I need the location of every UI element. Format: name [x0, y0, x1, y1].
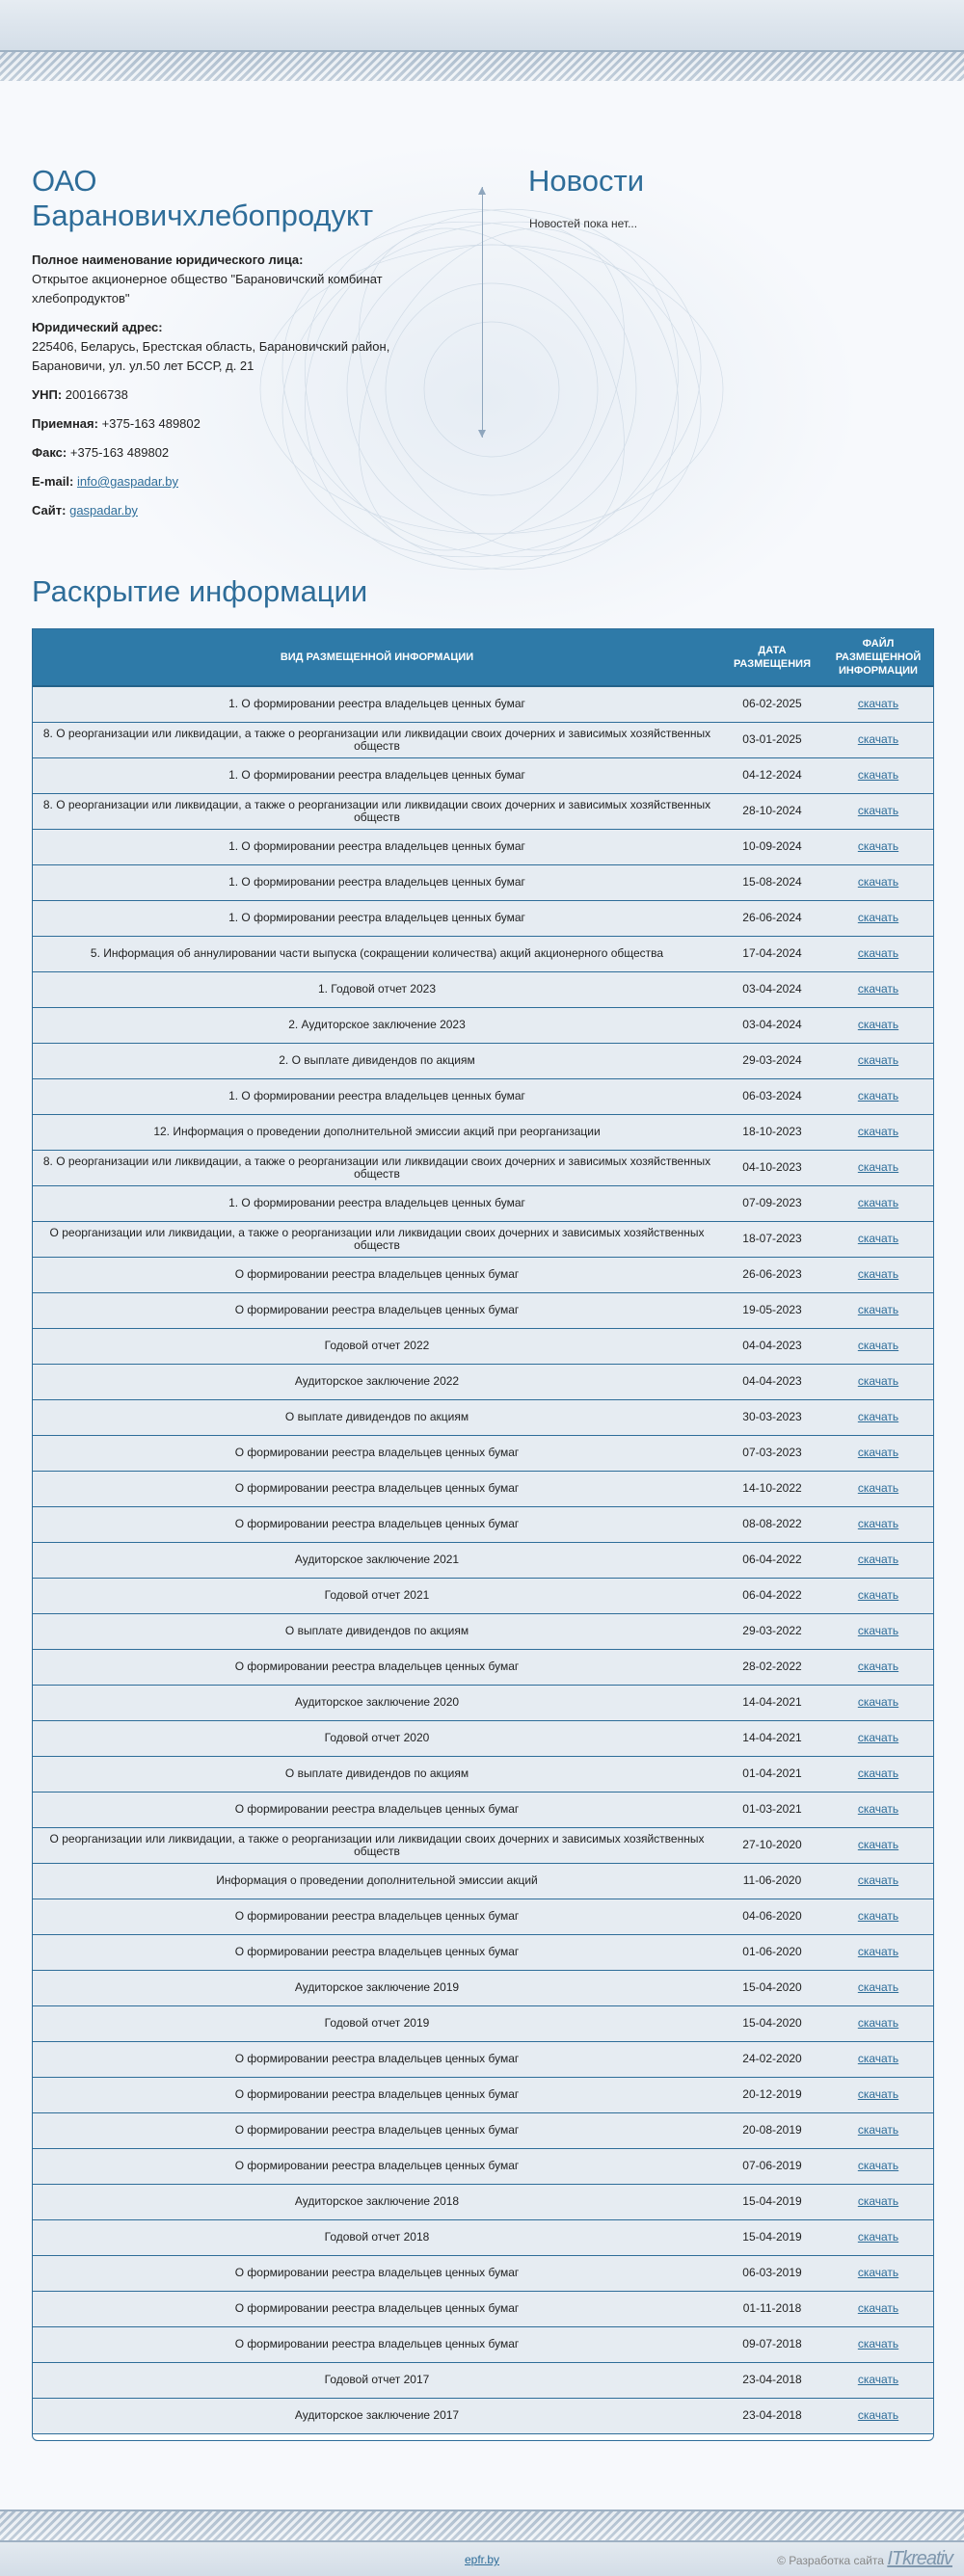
table-row: [33, 1792, 933, 1827]
download-link[interactable]: скачать: [857, 1588, 899, 1602]
date-cell: 26-06-2023: [721, 1257, 823, 1292]
download-link[interactable]: скачать: [857, 1909, 899, 1923]
file-cell: [823, 2041, 933, 2077]
table-row: [33, 686, 933, 722]
table-row: [33, 2291, 933, 2326]
download-link[interactable]: скачать: [857, 1802, 899, 1816]
info-type-cell: Аудиторское заключение 2021: [33, 1542, 721, 1578]
download-link[interactable]: скачать: [857, 1695, 899, 1709]
org-fax-value: +375-163 489802: [69, 445, 170, 460]
info-type-cell: Аудиторское заключение 2018: [33, 2184, 721, 2219]
org-email-label: E-mail:: [32, 474, 74, 489]
date-cell: 07-06-2019: [721, 2148, 823, 2184]
info-type-cell: О формировании реестра владельцев ценных бумаг: [33, 2326, 721, 2362]
disclosure-table: [33, 629, 933, 2434]
file-cell: [823, 1649, 933, 1685]
info-type-cell: Аудиторское заключение 2019: [33, 1970, 721, 2005]
table-row: [33, 2041, 933, 2077]
info-type-cell: 1. О формировании реестра владельцев ценных бумаг: [33, 900, 721, 936]
developer-logo-link[interactable]: ITkreativ: [887, 2548, 952, 2569]
file-cell: [823, 1685, 933, 1720]
date-cell: 18-07-2023: [721, 1221, 823, 1257]
file-cell: [823, 1578, 933, 1613]
download-link[interactable]: скачать: [857, 2230, 899, 2244]
file-cell: [823, 1506, 933, 1542]
file-cell: [823, 1934, 933, 1970]
table-row: [33, 864, 933, 900]
table-row: [33, 1542, 933, 1578]
date-cell: 15-08-2024: [721, 864, 823, 900]
download-link[interactable]: скачать: [857, 911, 899, 924]
org-reception: [32, 414, 446, 434]
table-row: [33, 2398, 933, 2433]
download-link[interactable]: скачать: [857, 1374, 899, 1388]
file-cell: [823, 722, 933, 757]
org-unp-value: 200166738: [65, 387, 128, 402]
info-type-cell: О формировании реестра владельцев ценных бумаг: [33, 1435, 721, 1471]
download-link[interactable]: скачать: [857, 1267, 899, 1281]
date-cell: 23-04-2018: [721, 2362, 823, 2398]
info-type-cell: Годовой отчет 2021: [33, 1578, 721, 1613]
download-link[interactable]: скачать: [857, 1089, 899, 1102]
table-body: [33, 686, 933, 2433]
download-link[interactable]: скачать: [857, 2016, 899, 2030]
table-row: [33, 2362, 933, 2398]
info-type-cell: О формировании реестра владельцев ценных бумаг: [33, 2255, 721, 2291]
info-type-cell: О формировании реестра владельцев ценных бумаг: [33, 1649, 721, 1685]
table-row: [33, 1720, 933, 1756]
table-row: [33, 1328, 933, 1364]
table-header-row: [33, 629, 933, 686]
download-link[interactable]: скачать: [857, 2301, 899, 2315]
info-type-cell: О выплате дивидендов по акциям: [33, 1756, 721, 1792]
file-cell: [823, 1150, 933, 1185]
date-cell: 06-04-2022: [721, 1578, 823, 1613]
date-cell: 15-04-2020: [721, 1970, 823, 2005]
header-file: ФАЙЛ РАЗМЕЩЕННОЙ ИНФОРМАЦИИ: [823, 629, 933, 686]
date-cell: 10-09-2024: [721, 829, 823, 864]
file-cell: [823, 1720, 933, 1756]
info-type-cell: О выплате дивидендов по акциям: [33, 1613, 721, 1649]
info-type-cell: 2. Аудиторское заключение 2023: [33, 1007, 721, 1043]
table-row: [33, 722, 933, 757]
file-cell: [823, 2291, 933, 2326]
info-type-cell: 1. О формировании реестра владельцев ценных бумаг: [33, 1185, 721, 1221]
org-address-value: 225406, Беларусь, Брестская область, Барановичский район, Барановичи, ул. ул.50 лет БССР, д. 21: [32, 339, 390, 373]
download-link[interactable]: скачать: [857, 2373, 899, 2386]
file-cell: [823, 1114, 933, 1150]
org-email: [32, 472, 446, 491]
info-type-cell: О формировании реестра владельцев ценных бумаг: [33, 1506, 721, 1542]
org-site: [32, 501, 446, 520]
table-row: [33, 1970, 933, 2005]
info-type-cell: О формировании реестра владельцев ценных бумаг: [33, 1899, 721, 1934]
file-cell: [823, 1613, 933, 1649]
download-link[interactable]: скачать: [857, 2194, 899, 2208]
table-row: [33, 1435, 933, 1471]
file-cell: [823, 1043, 933, 1078]
org-unp: [32, 385, 446, 405]
download-link[interactable]: скачать: [857, 2266, 899, 2279]
info-type-cell: Аудиторское заключение 2022: [33, 1364, 721, 1399]
org-fax-label: Факс:: [32, 445, 67, 460]
table-row: [33, 793, 933, 829]
org-reception-label: Приемная:: [32, 416, 98, 431]
date-cell: 03-01-2025: [721, 722, 823, 757]
download-link[interactable]: скачать: [857, 2337, 899, 2350]
date-cell: 30-03-2023: [721, 1399, 823, 1435]
download-link[interactable]: скачать: [857, 1553, 899, 1566]
date-cell: 06-02-2025: [721, 686, 823, 722]
file-cell: [823, 1328, 933, 1364]
org-fullname-value: Открытое акционерное общество "Барановичский комбинат хлебопродуктов": [32, 272, 383, 305]
download-link[interactable]: скачать: [857, 1303, 899, 1316]
date-cell: 04-04-2023: [721, 1364, 823, 1399]
header-info-type: ВИД РАЗМЕЩЕННОЙ ИНФОРМАЦИИ: [33, 629, 721, 686]
table-row: [33, 2219, 933, 2255]
table-row: [33, 1827, 933, 1863]
file-cell: [823, 864, 933, 900]
table-row: [33, 1756, 933, 1792]
table-row: [33, 829, 933, 864]
table-row: [33, 1934, 933, 1970]
org-unp-label: УНП:: [32, 387, 63, 402]
arrow-down-icon: [478, 430, 486, 438]
info-type-cell: Информация о проведении дополнительной эмиссии акций: [33, 1863, 721, 1899]
file-cell: [823, 2077, 933, 2112]
org-fax: [32, 443, 446, 463]
download-link[interactable]: скачать: [857, 2159, 899, 2172]
date-cell: 18-10-2023: [721, 1114, 823, 1150]
table-row: [33, 2184, 933, 2219]
info-type-cell: О формировании реестра владельцев ценных бумаг: [33, 1934, 721, 1970]
date-cell: 01-04-2021: [721, 1756, 823, 1792]
date-cell: 04-06-2020: [721, 1899, 823, 1934]
info-type-cell: О формировании реестра владельцев ценных бумаг: [33, 1257, 721, 1292]
info-type-cell: О формировании реестра владельцев ценных бумаг: [33, 2112, 721, 2148]
news-empty-text: Новостей пока нет...: [529, 217, 638, 230]
info-type-cell: О выплате дивидендов по акциям: [33, 1399, 721, 1435]
page-content: [0, 81, 964, 2510]
download-link[interactable]: скачать: [857, 1660, 899, 1673]
file-cell: [823, 2112, 933, 2148]
file-cell: [823, 1471, 933, 1506]
table-row: [33, 1007, 933, 1043]
download-link[interactable]: скачать: [857, 1410, 899, 1423]
file-cell: [823, 1899, 933, 1934]
date-cell: 27-10-2020: [721, 1827, 823, 1863]
download-link[interactable]: скачать: [857, 1125, 899, 1138]
date-cell: 14-04-2021: [721, 1720, 823, 1756]
table-row: [33, 1150, 933, 1185]
date-cell: 14-10-2022: [721, 1471, 823, 1506]
file-cell: [823, 1435, 933, 1471]
info-type-cell: Годовой отчет 2020: [33, 1720, 721, 1756]
footer-link[interactable]: epfr.by: [465, 2553, 500, 2566]
date-cell: 08-08-2022: [721, 1506, 823, 1542]
download-link[interactable]: скачать: [857, 1053, 899, 1067]
info-type-cell: 1. О формировании реестра владельцев ценных бумаг: [33, 757, 721, 793]
file-cell: [823, 686, 933, 722]
info-type-cell: Годовой отчет 2018: [33, 2219, 721, 2255]
info-type-cell: Годовой отчет 2019: [33, 2005, 721, 2041]
download-link[interactable]: скачать: [857, 1945, 899, 1958]
org-info: [32, 251, 446, 530]
table-row: [33, 1685, 933, 1720]
file-cell: [823, 1970, 933, 2005]
download-link[interactable]: скачать: [857, 946, 899, 960]
download-link[interactable]: скачать: [857, 1838, 899, 1851]
file-cell: [823, 1078, 933, 1114]
date-cell: 28-02-2022: [721, 1649, 823, 1685]
download-link[interactable]: скачать: [857, 1196, 899, 1209]
date-cell: 29-03-2022: [721, 1613, 823, 1649]
info-type-cell: 1. О формировании реестра владельцев ценных бумаг: [33, 864, 721, 900]
file-cell: [823, 829, 933, 864]
date-cell: 03-04-2024: [721, 971, 823, 1007]
file-cell: [823, 2362, 933, 2398]
date-cell: 15-04-2020: [721, 2005, 823, 2041]
table-row: [33, 1506, 933, 1542]
file-cell: [823, 793, 933, 829]
date-cell: 01-06-2020: [721, 1934, 823, 1970]
org-title-line2: Барановичхлебопродукт: [32, 199, 374, 232]
date-cell: 14-04-2021: [721, 1685, 823, 1720]
download-link[interactable]: скачать: [857, 1731, 899, 1744]
download-link[interactable]: скачать: [857, 1018, 899, 1031]
date-cell: 04-04-2023: [721, 1328, 823, 1364]
info-type-cell: 1. О формировании реестра владельцев ценных бумаг: [33, 1078, 721, 1114]
download-link[interactable]: скачать: [857, 1446, 899, 1459]
date-cell: 15-04-2019: [721, 2184, 823, 2219]
date-cell: 24-02-2020: [721, 2041, 823, 2077]
info-type-cell: 1. О формировании реестра владельцев ценных бумаг: [33, 686, 721, 722]
file-cell: [823, 2219, 933, 2255]
date-cell: 03-04-2024: [721, 1007, 823, 1043]
info-type-cell: 8. О реорганизации или ликвидации, а также о реорганизации или ликвидации своих дочерних и зависимых хозяйственных обществ: [33, 793, 721, 829]
file-cell: [823, 1221, 933, 1257]
table-row: [33, 1613, 933, 1649]
info-type-cell: Аудиторское заключение 2020: [33, 1685, 721, 1720]
vertical-divider: [482, 187, 483, 438]
download-link[interactable]: скачать: [857, 839, 899, 853]
date-cell: 29-03-2024: [721, 1043, 823, 1078]
table-row: [33, 1863, 933, 1899]
file-cell: [823, 971, 933, 1007]
email-link[interactable]: info@gaspadar.by: [76, 474, 178, 489]
download-link[interactable]: скачать: [857, 1624, 899, 1637]
download-link[interactable]: скачать: [857, 2408, 899, 2422]
download-link[interactable]: скачать: [857, 2123, 899, 2137]
download-link[interactable]: скачать: [857, 768, 899, 782]
org-site-label: Сайт:: [32, 503, 67, 518]
table-row: [33, 971, 933, 1007]
info-type-cell: 12. Информация о проведении дополнительной эмиссии акций при реорганизации: [33, 1114, 721, 1150]
site-link[interactable]: gaspadar.by: [69, 503, 138, 518]
date-cell: 01-11-2018: [721, 2291, 823, 2326]
date-cell: 09-07-2018: [721, 2326, 823, 2362]
date-cell: 17-04-2024: [721, 936, 823, 971]
org-title-line1: ОАО: [32, 164, 97, 198]
footer-developer: [777, 2548, 952, 2570]
table-row: [33, 2326, 933, 2362]
download-link[interactable]: скачать: [857, 1481, 899, 1495]
table-row: [33, 2077, 933, 2112]
info-type-cell: Годовой отчет 2017: [33, 2362, 721, 2398]
table-row: [33, 936, 933, 971]
info-type-cell: О формировании реестра владельцев ценных бумаг: [33, 1292, 721, 1328]
download-link[interactable]: скачать: [857, 1160, 899, 1174]
download-link[interactable]: скачать: [857, 732, 899, 746]
date-cell: 06-03-2019: [721, 2255, 823, 2291]
org-fullname: [32, 251, 446, 308]
info-type-cell: 5. Информация об аннулировании части выпуска (сокращении количества) акций акционерного общества: [33, 936, 721, 971]
download-link[interactable]: скачать: [857, 1232, 899, 1245]
table-row: [33, 1292, 933, 1328]
table-row: [33, 1185, 933, 1221]
file-cell: [823, 2255, 933, 2291]
download-link[interactable]: скачать: [857, 982, 899, 996]
file-cell: [823, 1399, 933, 1435]
date-cell: 23-04-2018: [721, 2398, 823, 2433]
table-row: [33, 2255, 933, 2291]
download-link[interactable]: скачать: [857, 875, 899, 889]
info-type-cell: Годовой отчет 2022: [33, 1328, 721, 1364]
info-type-cell: О формировании реестра владельцев ценных бумаг: [33, 2148, 721, 2184]
download-link[interactable]: скачать: [857, 1873, 899, 1887]
download-link[interactable]: скачать: [857, 1339, 899, 1352]
info-type-cell: 8. О реорганизации или ликвидации, а также о реорганизации или ликвидации своих дочерних и зависимых хозяйственных обществ: [33, 722, 721, 757]
file-cell: [823, 2148, 933, 2184]
org-address-label: Юридический адрес:: [32, 320, 163, 334]
table-row: [33, 1221, 933, 1257]
download-link[interactable]: скачать: [857, 1980, 899, 1994]
file-cell: [823, 757, 933, 793]
table-row: [33, 1399, 933, 1435]
download-link[interactable]: скачать: [857, 804, 899, 817]
table-row: [33, 1899, 933, 1934]
file-cell: [823, 1364, 933, 1399]
info-type-cell: О формировании реестра владельцев ценных бумаг: [33, 2291, 721, 2326]
download-link[interactable]: скачать: [857, 2052, 899, 2065]
info-type-cell: 8. О реорганизации или ликвидации, а также о реорганизации или ликвидации своих дочерних и зависимых хозяйственных обществ: [33, 1150, 721, 1185]
org-reception-value: +375-163 489802: [101, 416, 201, 431]
info-type-cell: О реорганизации или ликвидации, а также о реорганизации или ликвидации своих дочерних и зависимых хозяйственных обществ: [33, 1827, 721, 1863]
table-row: [33, 1649, 933, 1685]
date-cell: 04-10-2023: [721, 1150, 823, 1185]
download-link[interactable]: скачать: [857, 2087, 899, 2101]
date-cell: 07-09-2023: [721, 1185, 823, 1221]
info-type-cell: 1. Годовой отчет 2023: [33, 971, 721, 1007]
date-cell: 11-06-2020: [721, 1863, 823, 1899]
top-border-band: [0, 50, 964, 83]
file-cell: [823, 936, 933, 971]
file-cell: [823, 1827, 933, 1863]
date-cell: 01-03-2021: [721, 1792, 823, 1827]
info-type-cell: О формировании реестра владельцев ценных бумаг: [33, 2077, 721, 2112]
date-cell: 07-03-2023: [721, 1435, 823, 1471]
table-row: [33, 1257, 933, 1292]
info-type-cell: 1. О формировании реестра владельцев ценных бумаг: [33, 829, 721, 864]
footer-developer-prefix: © Разработка сайта: [777, 2554, 884, 2567]
date-cell: 06-03-2024: [721, 1078, 823, 1114]
table-row: [33, 900, 933, 936]
table-row: [33, 2112, 933, 2148]
table-row: [33, 1114, 933, 1150]
download-link[interactable]: скачать: [857, 1766, 899, 1780]
file-cell: [823, 900, 933, 936]
date-cell: 28-10-2024: [721, 793, 823, 829]
date-cell: 20-12-2019: [721, 2077, 823, 2112]
info-type-cell: О формировании реестра владельцев ценных бумаг: [33, 1792, 721, 1827]
org-title: [32, 164, 373, 233]
date-cell: 15-04-2019: [721, 2219, 823, 2255]
file-cell: [823, 2398, 933, 2433]
file-cell: [823, 1542, 933, 1578]
download-link[interactable]: скачать: [857, 1517, 899, 1530]
date-cell: 06-04-2022: [721, 1542, 823, 1578]
news-title: Новости: [528, 164, 645, 198]
file-cell: [823, 1756, 933, 1792]
file-cell: [823, 2184, 933, 2219]
file-cell: [823, 1863, 933, 1899]
info-type-cell: О формировании реестра владельцев ценных бумаг: [33, 1471, 721, 1506]
table-row: [33, 757, 933, 793]
table-row: [33, 1043, 933, 1078]
org-address: [32, 318, 446, 376]
disclosure-table-wrap: [32, 628, 934, 2441]
table-row: [33, 1078, 933, 1114]
footer: [0, 2542, 964, 2576]
file-cell: [823, 2005, 933, 2041]
file-cell: [823, 1792, 933, 1827]
file-cell: [823, 1007, 933, 1043]
table-row: [33, 2005, 933, 2041]
file-cell: [823, 1185, 933, 1221]
table-row: [33, 2148, 933, 2184]
header-date: ДАТА РАЗМЕЩЕНИЯ: [721, 629, 823, 686]
date-cell: 04-12-2024: [721, 757, 823, 793]
download-link[interactable]: скачать: [857, 697, 899, 711]
info-type-cell: О реорганизации или ликвидации, а также о реорганизации или ликвидации своих дочерних и зависимых хозяйственных обществ: [33, 1221, 721, 1257]
top-strip: [0, 0, 964, 50]
file-cell: [823, 1257, 933, 1292]
date-cell: 26-06-2024: [721, 900, 823, 936]
info-type-cell: О формировании реестра владельцев ценных бумаг: [33, 2041, 721, 2077]
table-row: [33, 1364, 933, 1399]
disclosure-title: Раскрытие информации: [32, 574, 368, 608]
info-type-cell: 2. О выплате дивидендов по акциям: [33, 1043, 721, 1078]
org-fullname-label: Полное наименование юридического лица:: [32, 252, 304, 267]
date-cell: 20-08-2019: [721, 2112, 823, 2148]
file-cell: [823, 1292, 933, 1328]
bottom-border-band: [0, 2510, 964, 2542]
table-row: [33, 1471, 933, 1506]
table-row: [33, 1578, 933, 1613]
date-cell: 19-05-2023: [721, 1292, 823, 1328]
file-cell: [823, 2326, 933, 2362]
info-type-cell: Аудиторское заключение 2017: [33, 2398, 721, 2433]
